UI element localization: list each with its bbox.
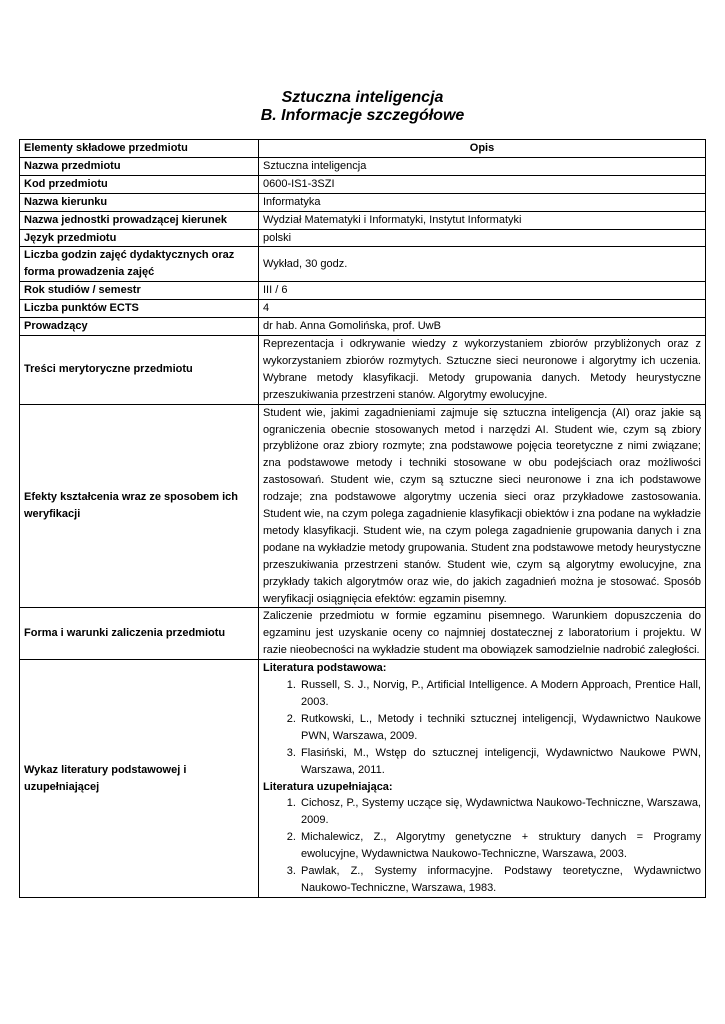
table-row bbox=[20, 157, 706, 175]
row-value: 4 bbox=[259, 300, 706, 318]
row-value: Wykład, 30 godz. bbox=[259, 247, 706, 282]
table-row bbox=[20, 282, 706, 300]
row-value: Sztuczna inteligencja bbox=[259, 157, 706, 175]
row-value: Zaliczenie przedmiotu w formie egzaminu pisemnego. Warunkiem dopuszczenia do egzaminu jest uzyskanie oceny co najmniej dostatecznej z laboratorium i projektu. W razie nieobecności na wykładzie student ma obowiązek samodzielnie nadrobić zaległości. bbox=[259, 608, 706, 660]
row-label: Wykaz literatury podstawowej i uzupełniającej bbox=[20, 660, 259, 898]
row-label: Liczba punktów ECTS bbox=[20, 300, 259, 318]
row-label: Nazwa jednostki prowadzącej kierunek bbox=[20, 211, 259, 229]
literature-list bbox=[259, 660, 706, 898]
row-value: Reprezentacja i odkrywanie wiedzy z wykorzystaniem zbiorów przybliżonych oraz z wykorzystaniem zbiorów rozmytych. Sztuczne sieci neuronowe i algorytmy ich uczenia. Wybrane metody klasyfikacji. Metody grupowania danych. Metody heurystyczne przeszukiwania przestrzeni stanów. Algorytmy ewolucyjne. bbox=[259, 335, 706, 404]
table-row bbox=[20, 193, 706, 211]
document-subtitle: B. Informacje szczegółowe bbox=[260, 107, 465, 124]
table-row bbox=[20, 175, 706, 193]
row-label: Rok studiów / semestr bbox=[20, 282, 259, 300]
row-label: Forma i warunki zaliczenia przedmiotu bbox=[20, 608, 259, 660]
table-row bbox=[20, 247, 706, 282]
table-row bbox=[20, 608, 706, 660]
list-item: 3. Flasiński, M., Wstęp do sztucznej inteligencji, Wydawnictwo Naukowe PWN, Warszawa, 2011. bbox=[299, 745, 701, 779]
table-row bbox=[20, 404, 706, 608]
course-details-table bbox=[19, 139, 706, 898]
table-row bbox=[20, 335, 706, 404]
row-label: Kod przedmiotu bbox=[20, 175, 259, 193]
table-row bbox=[20, 211, 706, 229]
table-row bbox=[20, 229, 706, 247]
supplementary-literature-list bbox=[263, 795, 701, 896]
literature-row bbox=[20, 660, 706, 898]
row-label: Liczba godzin zajęć dydaktycznych oraz forma prowadzenia zajęć bbox=[20, 247, 259, 282]
row-label: Efekty kształcenia wraz ze sposobem ich weryfikacji bbox=[20, 404, 259, 608]
list-item: 2. Rutkowski, L., Metody i techniki sztucznej inteligencji, Wydawnictwo Naukowe PWN, Warszawa, 2009. bbox=[299, 711, 701, 745]
header-description: Opis bbox=[259, 140, 706, 158]
row-value: dr hab. Anna Gomolińska, prof. UwB bbox=[259, 318, 706, 336]
row-value: Wydział Matematyki i Informatyki, Instytut Informatyki bbox=[259, 211, 706, 229]
row-value: polski bbox=[259, 229, 706, 247]
header-elements: Elementy składowe przedmiotu bbox=[20, 140, 259, 158]
list-item: 1. Russell, S. J., Norvig, P., Artificial Intelligence. A Modern Approach, Prentice Hall, 2003. bbox=[299, 677, 701, 711]
row-value: 0600-IS1-3SZI bbox=[259, 175, 706, 193]
list-item: 3. Pawlak, Z., Systemy informacyjne. Podstawy teoretyczne, Wydawnictwo Naukowo-Techniczne, Warszawa, 1983. bbox=[299, 863, 701, 897]
table-row bbox=[20, 318, 706, 336]
row-label: Nazwa przedmiotu bbox=[20, 157, 259, 175]
row-label: Nazwa kierunku bbox=[20, 193, 259, 211]
basic-literature-list bbox=[263, 677, 701, 778]
row-value: Informatyka bbox=[259, 193, 706, 211]
list-item: 1. Cichosz, P., Systemy uczące się, Wydawnictwa Naukowo-Techniczne, Warszawa, 2009. bbox=[299, 795, 701, 829]
supplementary-literature-heading: Literatura uzupełniająca: bbox=[263, 780, 393, 793]
row-value: III / 6 bbox=[259, 282, 706, 300]
row-label: Język przedmiotu bbox=[20, 229, 259, 247]
list-item: 2. Michalewicz, Z., Algorytmy genetyczne + struktury danych = Programy ewolucyjne, Wydawnictwa Naukowo-Techniczne, Warszawa, 2003. bbox=[299, 829, 701, 863]
basic-literature-heading: Literatura podstawowa: bbox=[263, 662, 387, 675]
table-row bbox=[20, 300, 706, 318]
document-title: Sztuczna inteligencja bbox=[281, 89, 444, 106]
row-label: Treści merytoryczne przedmiotu bbox=[20, 335, 259, 404]
table-header-row bbox=[20, 140, 706, 158]
row-label: Prowadzący bbox=[20, 318, 259, 336]
row-value: Student wie, jakimi zagadnieniami zajmuje się sztuczna inteligencja (AI) oraz jakie są ograniczenia obecnie stosowanych metod i narzędzi AI. Student wie, czym są zbiory przybliżone oraz zbiory rozmyte; zna podstawowe pojęcia teoretyczne z nimi związane; zna podstawowe metody i techniki stosowane w obu podejściach oraz możliwości zastosowań. Student wie, czym są sztuczne sieci neuronowe i zna ich podstawowe rodzaje; zna podstawowe algorytmy uczenia sieci oraz przykładowe zastosowania. Student wie, na czym polega zagadnienie klasyfikacji obiektów i zna podane na wykładzie metody klasyfikacji. Student wie, na czym polega zagadnienie grupowania danych i zna podane na wykładzie metody grupowania. Student zna podstawowe metody heurystyczne przeszukiwania przestrzeni stanów. Student wie, czym są algorytmy ewolucyjne, zna przykłady takich algorytmów oraz wie, do jakich zagadnień można je stosować. Sposób weryfikacji osiągnięcia efektów: egzamin pisemny. bbox=[259, 404, 706, 608]
